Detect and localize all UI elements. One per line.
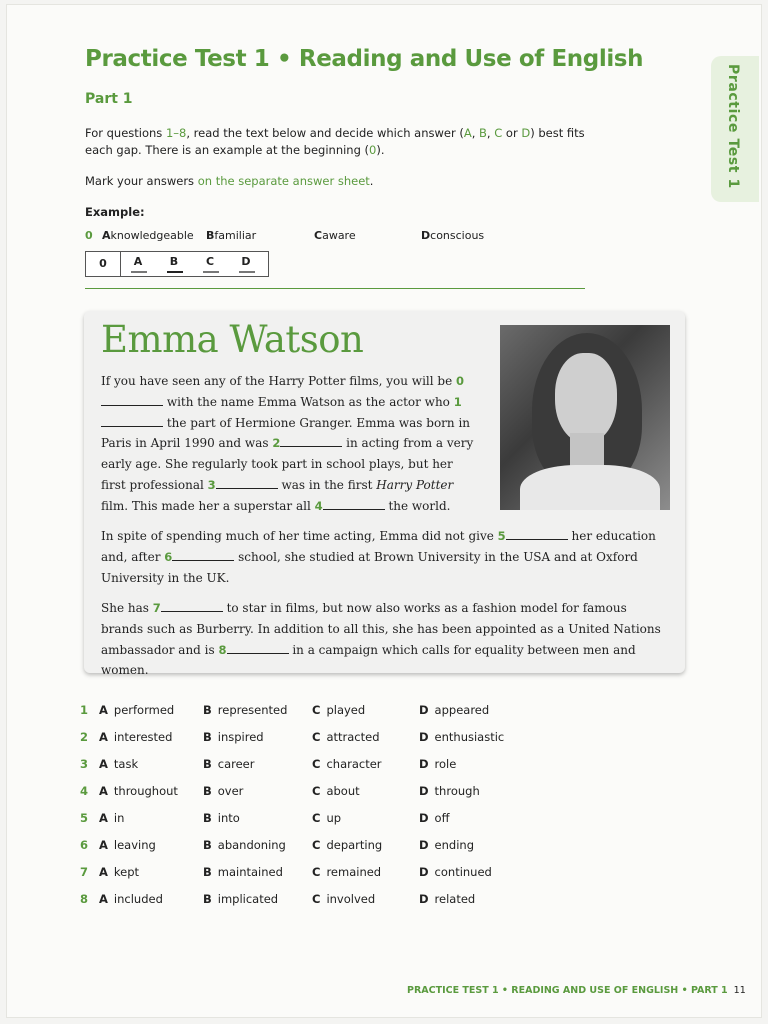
example-label: Example: — [85, 205, 145, 219]
question-number: 7 — [80, 865, 89, 879]
instructions-text: For questions 1–8, read the text below and decide which answer (A, B, C or D) best fits each gap. There is an example at the beginning (0). — [85, 126, 585, 157]
gap-blank[interactable] — [101, 395, 163, 406]
example-answer-box — [85, 251, 269, 277]
question-row — [80, 838, 540, 854]
side-tab-label: Practice Test 1 — [725, 64, 741, 189]
question-number: 5 — [80, 811, 89, 825]
answer-box-number: 0 — [86, 252, 121, 276]
option-b[interactable]: B abandoning — [203, 838, 286, 852]
question-row — [80, 784, 540, 800]
article-paragraph-1: If you have seen any of the Harry Potter films, you will be 0 with the name Emma Watson as the actor who 1 the part of Hermione Granger. Emma was born in Paris in April 1990 and was 2 in acting from a very early age. She regularly took part in school plays, but her first professional 3 was in the first Harry Potter film. This made her a superstar all 4 the world. — [101, 374, 474, 513]
option-d[interactable]: D related — [419, 892, 476, 906]
gap-blank[interactable] — [323, 499, 385, 510]
question-number: 3 — [80, 757, 89, 771]
answer-option-a[interactable]: A — [128, 255, 148, 268]
option-d[interactable]: D appeared — [419, 703, 490, 717]
page-number: 11 — [733, 985, 746, 996]
option-a[interactable]: A interested — [99, 730, 173, 744]
option-a[interactable]: A leaving — [99, 838, 156, 852]
gap-blank[interactable] — [216, 478, 278, 489]
gap-number: 4 — [314, 498, 323, 513]
portrait-photo — [500, 325, 670, 510]
gap-number: 6 — [164, 549, 173, 564]
option-b[interactable]: B over — [203, 784, 244, 798]
side-tab — [711, 56, 759, 202]
example-number: 0 — [85, 229, 93, 242]
option-b[interactable]: B into — [203, 811, 240, 825]
answer-mark — [203, 271, 219, 273]
article-paragraph-2: In spite of spending much of her time acting, Emma did not give 5 her education and, after 6 school, she studied at Brown University in the USA and at Oxford University in the UK. — [101, 529, 656, 585]
gap-number: 3 — [207, 477, 216, 492]
question-row — [80, 811, 540, 827]
option-b[interactable]: B maintained — [203, 865, 283, 879]
question-number: 1 — [80, 703, 89, 717]
option-b[interactable]: B implicated — [203, 892, 279, 906]
option-d[interactable]: D role — [419, 757, 457, 771]
part-heading: Part 1 — [85, 91, 133, 107]
option-b[interactable]: B career — [203, 757, 255, 771]
option-a[interactable]: A throughout — [99, 784, 178, 798]
question-number: 2 — [80, 730, 89, 744]
option-c[interactable]: C involved — [312, 892, 376, 906]
option-c[interactable]: C remained — [312, 865, 382, 879]
option-d[interactable]: D continued — [419, 865, 492, 879]
gap-number: 1 — [453, 394, 462, 409]
page-title: Practice Test 1 • Reading and Use of English — [85, 46, 644, 72]
question-row — [80, 892, 540, 908]
question-row — [80, 865, 540, 881]
question-number: 6 — [80, 838, 89, 852]
example-option-b: Bfamiliar — [206, 229, 257, 242]
gap-blank[interactable] — [172, 550, 234, 561]
gap-number: 0 — [456, 374, 465, 388]
gap-number: 5 — [497, 529, 506, 543]
question-row — [80, 703, 540, 719]
answer-option-d[interactable]: D — [236, 255, 256, 268]
answer-option-b[interactable]: B — [164, 255, 184, 268]
option-a[interactable]: A included — [99, 892, 163, 906]
option-a[interactable]: A in — [99, 811, 125, 825]
page-footer: PRACTICE TEST 1 • READING AND USE OF ENGLISH • PART 1 11 — [407, 985, 746, 996]
option-b[interactable]: B inspired — [203, 730, 264, 744]
answer-option-c[interactable]: C — [200, 255, 220, 268]
answer-sheet-instruction: Mark your answers on the separate answer sheet. — [85, 174, 374, 188]
article-paragraph-3: She has 7 to star in films, but now also works as a fashion model for famous brands such as Burberry. In addition to all this, she has been appointed as a United Nations ambassador and is 8 in a campaign which calls for equality between men and women. — [101, 601, 661, 678]
article-heading: Emma Watson — [101, 318, 364, 361]
option-a[interactable]: A kept — [99, 865, 140, 879]
gap-blank[interactable] — [280, 436, 342, 447]
option-d[interactable]: D through — [419, 784, 480, 798]
option-c[interactable]: C departing — [312, 838, 383, 852]
option-d[interactable]: D off — [419, 811, 450, 825]
option-d[interactable]: D ending — [419, 838, 474, 852]
example-option-d: Dconscious — [421, 229, 485, 242]
gap-number: 8 — [218, 642, 227, 657]
gap-number: 7 — [152, 601, 161, 615]
gap-blank[interactable] — [227, 643, 289, 654]
question-number: 4 — [80, 784, 89, 798]
option-a[interactable]: A performed — [99, 703, 175, 717]
example-option-c: Caware — [314, 229, 356, 242]
option-c[interactable]: C attracted — [312, 730, 380, 744]
example-option-a: Aknowledgeable — [102, 229, 194, 242]
option-c[interactable]: C played — [312, 703, 366, 717]
gap-blank[interactable] — [101, 416, 163, 427]
question-row — [80, 757, 540, 773]
question-row — [80, 730, 540, 746]
answer-mark — [239, 271, 255, 273]
gap-number: 2 — [272, 436, 281, 451]
question-number: 8 — [80, 892, 89, 906]
option-a[interactable]: A task — [99, 757, 139, 771]
option-c[interactable]: C about — [312, 784, 360, 798]
option-d[interactable]: D enthusiastic — [419, 730, 505, 744]
divider — [85, 288, 585, 289]
option-c[interactable]: C up — [312, 811, 342, 825]
gap-blank[interactable] — [161, 601, 223, 612]
gap-blank[interactable] — [506, 529, 568, 540]
option-c[interactable]: C character — [312, 757, 382, 771]
answer-mark — [131, 271, 147, 273]
option-b[interactable]: B represented — [203, 703, 288, 717]
answer-mark-selected — [167, 271, 183, 273]
